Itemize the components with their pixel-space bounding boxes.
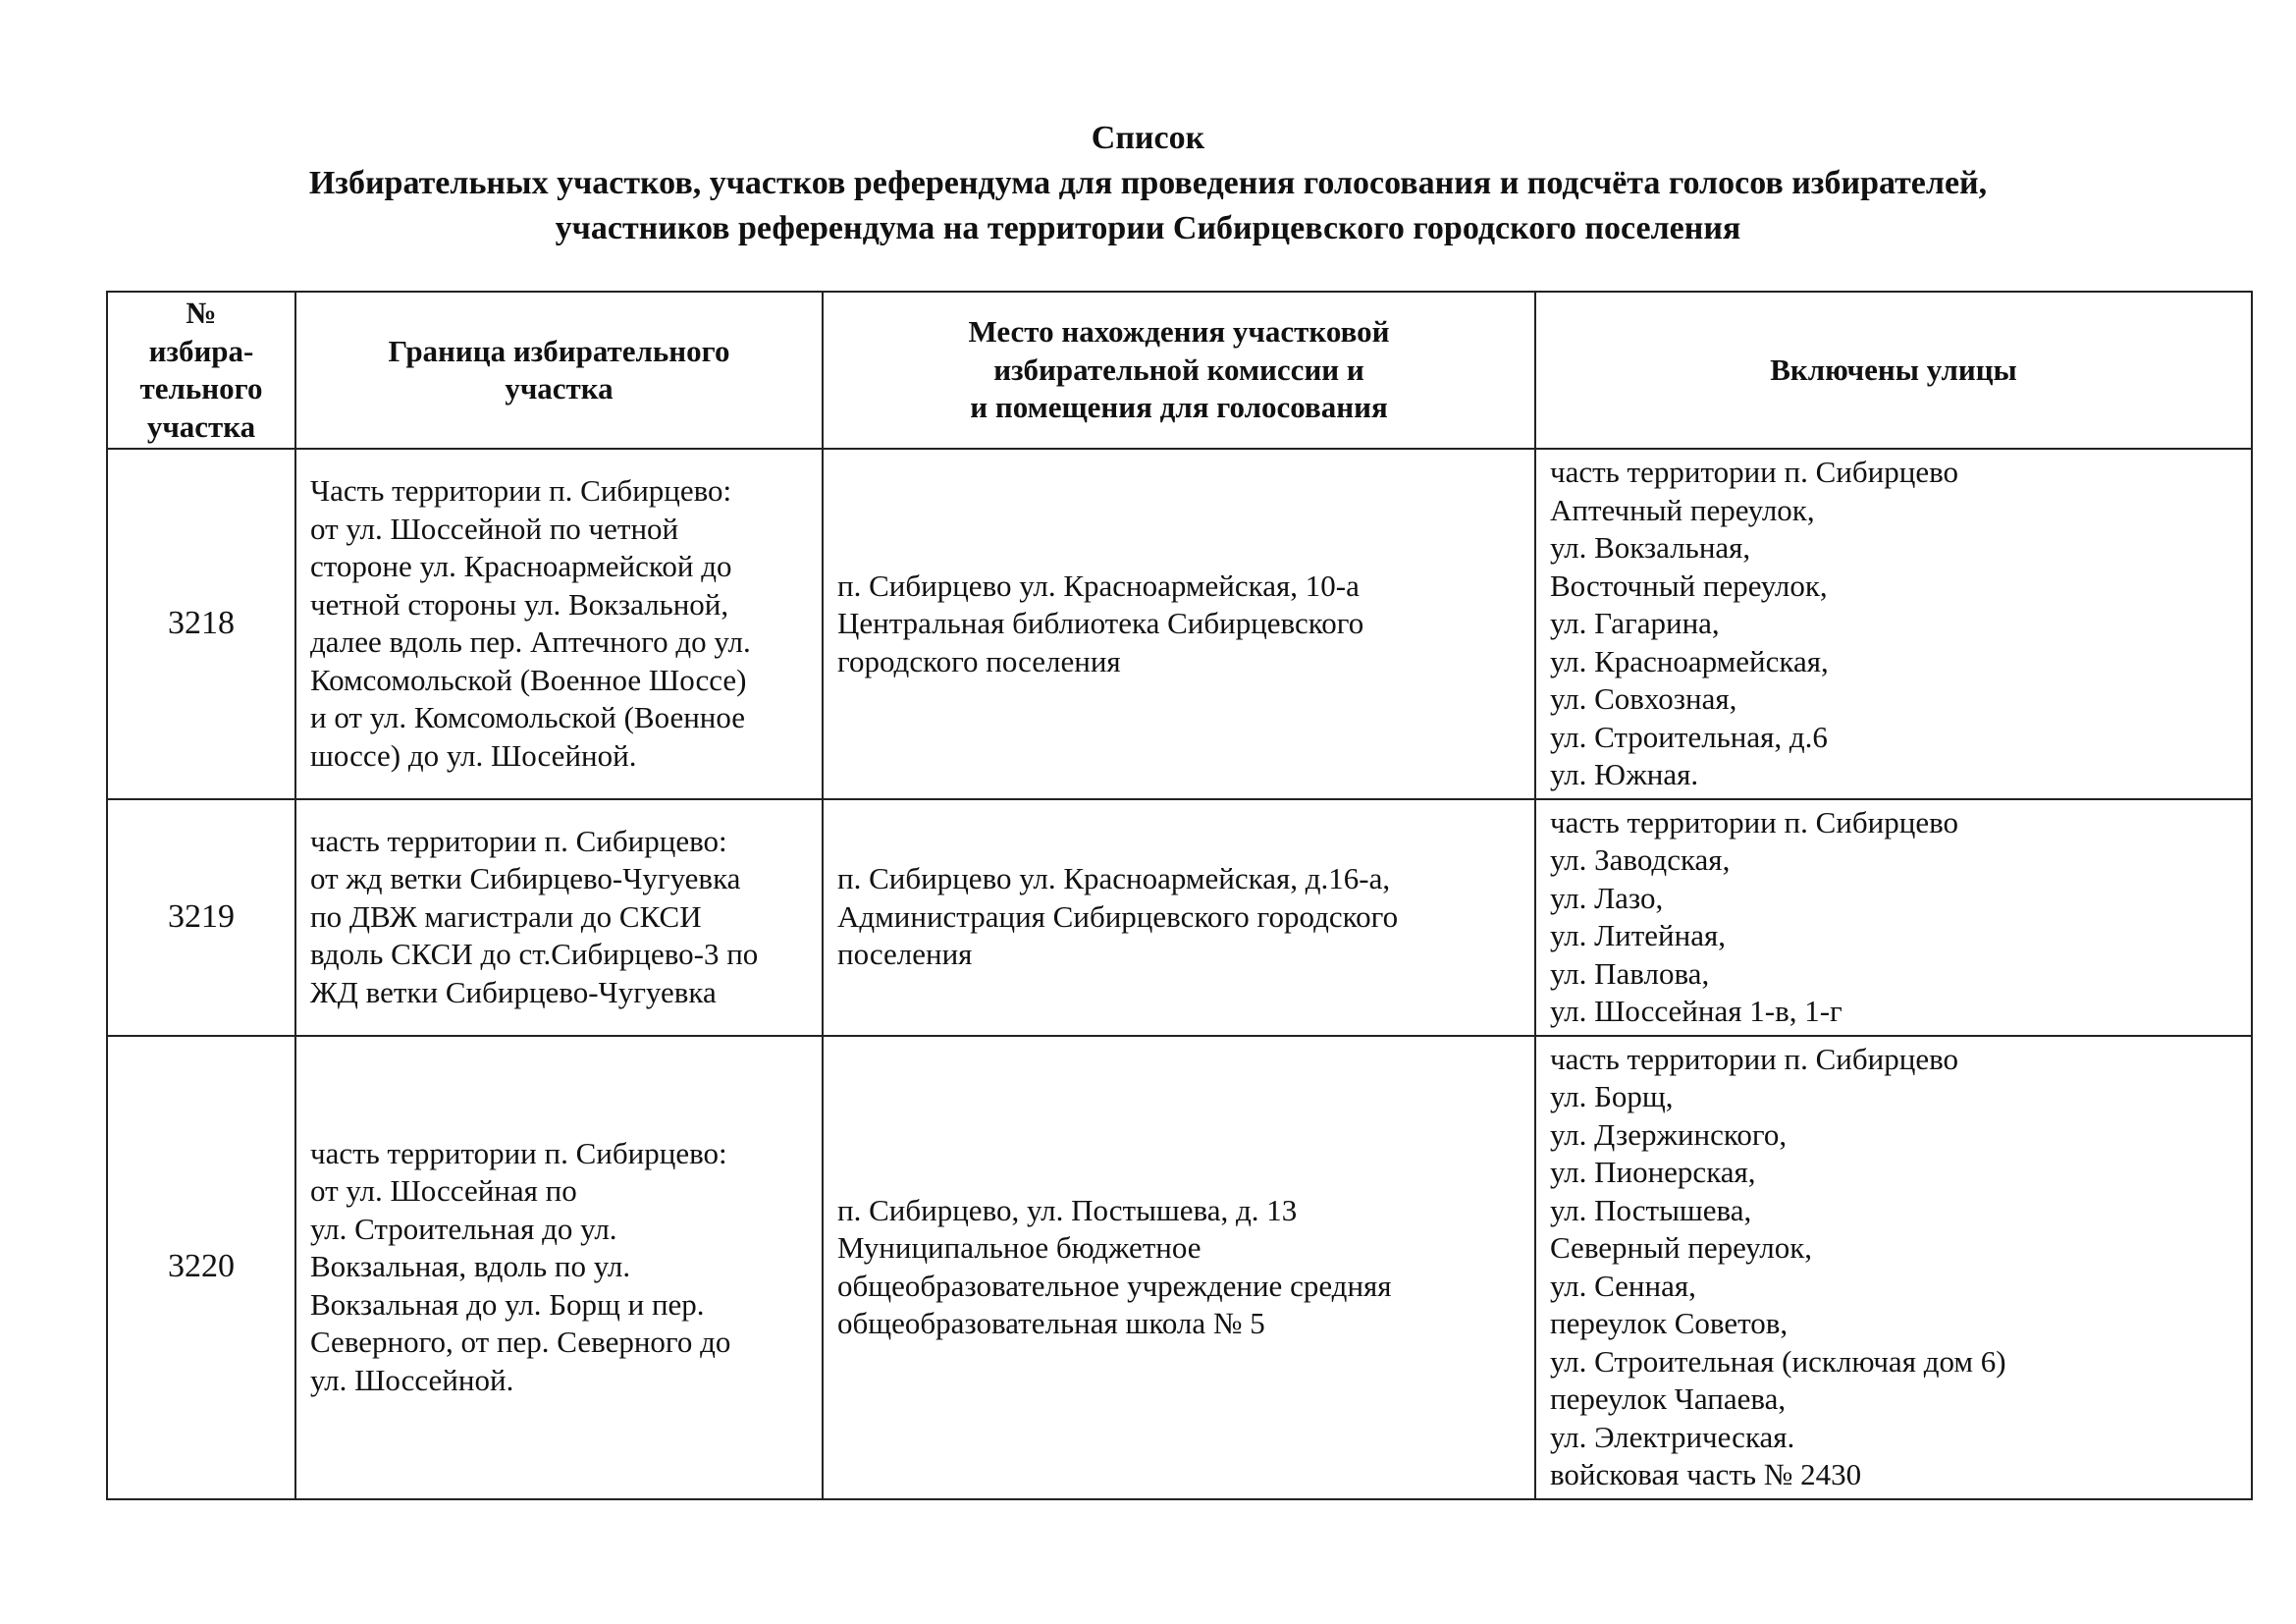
text-line: переулок Чапаева, <box>1550 1381 1787 1416</box>
text-line: Аптечный переулок, <box>1550 492 1815 527</box>
text-line: ул. Дзержинского, <box>1550 1116 1788 1152</box>
text-line: Граница избирательного <box>388 333 730 368</box>
text-line: поселения <box>837 937 973 972</box>
text-line: ул. Вокзальная, <box>1550 530 1751 565</box>
text-line: Место нахождения участковой <box>968 314 1390 350</box>
text-line: четной стороны ул. Вокзальной, <box>310 586 729 622</box>
text-line: далее вдоль пер. Аптечного до ул. <box>310 624 751 660</box>
text-line: и помещения для голосования <box>970 390 1388 425</box>
text-line: ул. Южная. <box>1550 757 1699 791</box>
text-line: стороне ул. Красноармейской до <box>310 549 732 584</box>
text-line: п. Сибирцево ул. Красноармейская, 10-а <box>837 568 1360 603</box>
station-location <box>823 1036 1535 1499</box>
header-location <box>823 292 1535 449</box>
title-line-2: Избирательных участков, участков референдума для проведения голосования и подсчёта голосов избирателей, <box>308 165 1988 201</box>
header-station-number <box>107 292 295 449</box>
text-line: Включены улицы <box>1770 352 2017 387</box>
text-line: часть территории п. Сибирцево: <box>310 1135 727 1170</box>
title-line-1: Список <box>1091 120 1205 156</box>
text-line: часть территории п. Сибирцево <box>1550 804 1959 839</box>
text-line: Северный переулок, <box>1550 1230 1813 1265</box>
station-streets <box>1535 799 2252 1036</box>
text-line: ул. Шоссейная 1-в, 1-г <box>1550 994 1842 1028</box>
station-number: 3219 <box>107 799 295 1036</box>
station-boundary <box>295 1036 823 1499</box>
text-line: избира- <box>148 333 254 368</box>
text-line: ул. Строительная (исключая дом 6) <box>1550 1343 2006 1379</box>
polling-stations-table <box>106 291 2253 1500</box>
text-line: Центральная библиотека Сибирцевского <box>837 606 1364 640</box>
text-line: по ДВЖ магистрали до СКСИ <box>310 898 702 934</box>
table-row <box>107 799 2252 1036</box>
table-header-row <box>107 292 2252 449</box>
table-row <box>107 1036 2252 1499</box>
text-line: часть территории п. Сибирцево: <box>310 823 727 858</box>
text-line: ул. Пионерская, <box>1550 1155 1756 1189</box>
text-line: войсковая часть № 2430 <box>1550 1457 1862 1491</box>
text-line: ул. Совхозная, <box>1550 681 1737 716</box>
text-line: ул. Строительная, д.6 <box>1550 719 1828 754</box>
text-line: городского поселения <box>837 643 1121 678</box>
text-line: и от ул. Комсомольской (Военное <box>310 700 746 735</box>
station-location <box>823 799 1535 1036</box>
text-line: общеобразовательная школа № 5 <box>837 1306 1265 1340</box>
text-line: ул. Лазо, <box>1550 880 1664 915</box>
station-location <box>823 449 1535 799</box>
text-line: Восточный переулок, <box>1550 568 1828 603</box>
text-line: от ул. Шоссейной по четной <box>310 511 679 546</box>
text-line: участка <box>146 408 256 444</box>
header-streets <box>1535 292 2252 449</box>
text-line: п. Сибирцево ул. Красноармейская, д.16-а, <box>837 861 1391 896</box>
station-boundary <box>295 799 823 1036</box>
text-line: ул. Красноармейская, <box>1550 643 1829 678</box>
text-line: от жд ветки Сибирцево-Чугуевка <box>310 861 741 896</box>
text-line: ул. Гагарина, <box>1550 606 1720 640</box>
text-line: Муниципальное бюджетное <box>837 1230 1201 1265</box>
header-boundary <box>295 292 823 449</box>
text-line: шоссе) до ул. Шосейной. <box>310 737 637 773</box>
document-title <box>0 116 2296 251</box>
table-row <box>107 449 2252 799</box>
text-line: Вокзальная, вдоль по ул. <box>310 1249 631 1284</box>
text-line: ул. Электрическая. <box>1550 1419 1795 1454</box>
text-line: ул. Борщ, <box>1550 1079 1674 1113</box>
text-line: ул. Постышева, <box>1550 1192 1752 1227</box>
text-line: часть территории п. Сибирцево <box>1550 455 1959 489</box>
text-line: ул. Строительная до ул. <box>310 1211 617 1246</box>
text-line: ул. Шоссейной. <box>310 1362 514 1397</box>
text-line: вдоль СКСИ до ст.Сибирцево-3 по <box>310 937 759 972</box>
text-line: Администрация Сибирцевского городского <box>837 898 1399 934</box>
station-streets <box>1535 449 2252 799</box>
title-line-3: участников референдума на территории Сибирцевского городского поселения <box>555 210 1741 246</box>
text-line: избирательной комиссии и <box>993 352 1364 387</box>
text-line: от ул. Шоссейная по <box>310 1173 577 1209</box>
text-line: участка <box>505 371 614 406</box>
text-line: часть территории п. Сибирцево <box>1550 1041 1959 1076</box>
station-number: 3220 <box>107 1036 295 1499</box>
text-line: ул. Сенная, <box>1550 1268 1696 1303</box>
station-boundary <box>295 449 823 799</box>
station-streets <box>1535 1036 2252 1499</box>
text-line: п. Сибирцево, ул. Постышева, д. 13 <box>837 1192 1298 1227</box>
text-line: ул. Заводская, <box>1550 842 1731 877</box>
text-line: Часть территории п. Сибирцево: <box>310 473 732 509</box>
text-line: № <box>186 296 217 330</box>
text-line: тельного <box>139 371 263 406</box>
text-line: общеобразовательное учреждение средняя <box>837 1268 1392 1303</box>
text-line: переулок Советов, <box>1550 1306 1789 1340</box>
text-line: ЖД ветки Сибирцево-Чугуевка <box>310 974 717 1009</box>
station-number: 3218 <box>107 449 295 799</box>
text-line: Комсомольской (Военное Шоссе) <box>310 662 747 697</box>
text-line: ул. Литейная, <box>1550 918 1726 952</box>
text-line: Северного, от пер. Северного до <box>310 1325 731 1360</box>
text-line: ул. Павлова, <box>1550 955 1710 991</box>
text-line: Вокзальная до ул. Борщ и пер. <box>310 1286 705 1322</box>
